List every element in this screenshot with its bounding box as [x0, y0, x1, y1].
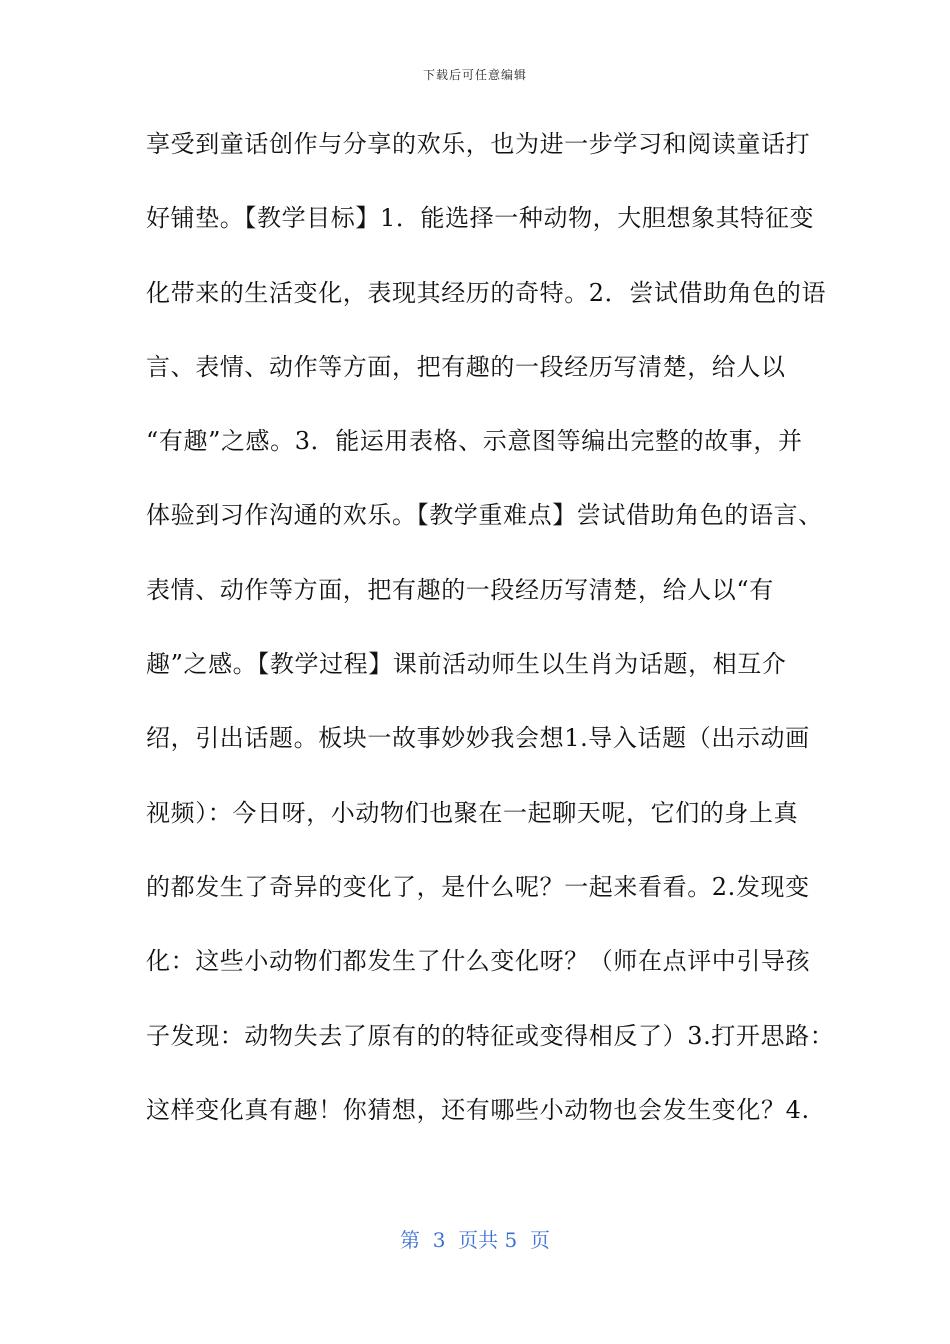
- body-line: 享受到童话创作与分享的欢乐，也为进一步学习和阅读童话打: [146, 130, 811, 158]
- body-line: 这样变化真有趣！你猜想，还有哪些小动物也会发生变化？4.: [146, 1095, 810, 1124]
- document-body: [146, 122, 835, 1162]
- body-line: 的都发生了奇异的变化了，是什么呢？一起来看看。2.发现变: [146, 872, 810, 901]
- body-line: 化：这些小动物们都发生了什么变化呀？（师在点评中引导孩: [146, 947, 811, 976]
- body-line: 绍，引出话题。板块一故事妙妙我会想1.导入话题（出示动画: [146, 724, 810, 753]
- body-line: “有趣”之感。3．能运用表格、示意图等编出完整的故事，并: [146, 427, 803, 456]
- body-line: 好铺垫。【教学目标】1．能选择一种动物，大胆想象其特征变: [146, 204, 815, 233]
- body-line: 视频）：今日呀，小动物们也聚在一起聊天呢，它们的身上真: [146, 798, 799, 827]
- body-line: 趣”之感。【教学过程】课前活动师生以生肖为话题，相互介: [146, 650, 787, 679]
- body-line: 体验到习作沟通的欢乐。【教学重难点】尝试借助角色的语言、: [146, 501, 823, 530]
- page-header-note: 下载后可任意编辑: [422, 68, 527, 82]
- body-line: 表情、动作等方面，把有趣的一段经历写清楚，给人以“有: [146, 575, 774, 604]
- page-number-footer: 第 3 页共 5 页: [400, 1228, 550, 1252]
- body-line: 化带来的生活变化，表现其经历的奇特。2．尝试借助角色的语: [146, 278, 827, 307]
- body-line: 言、表情、动作等方面，把有趣的一段经历写清楚，给人以: [146, 352, 786, 381]
- body-line: 子发现：动物失去了原有的的特征或变得相反了）3.打开思路：: [146, 1021, 835, 1050]
